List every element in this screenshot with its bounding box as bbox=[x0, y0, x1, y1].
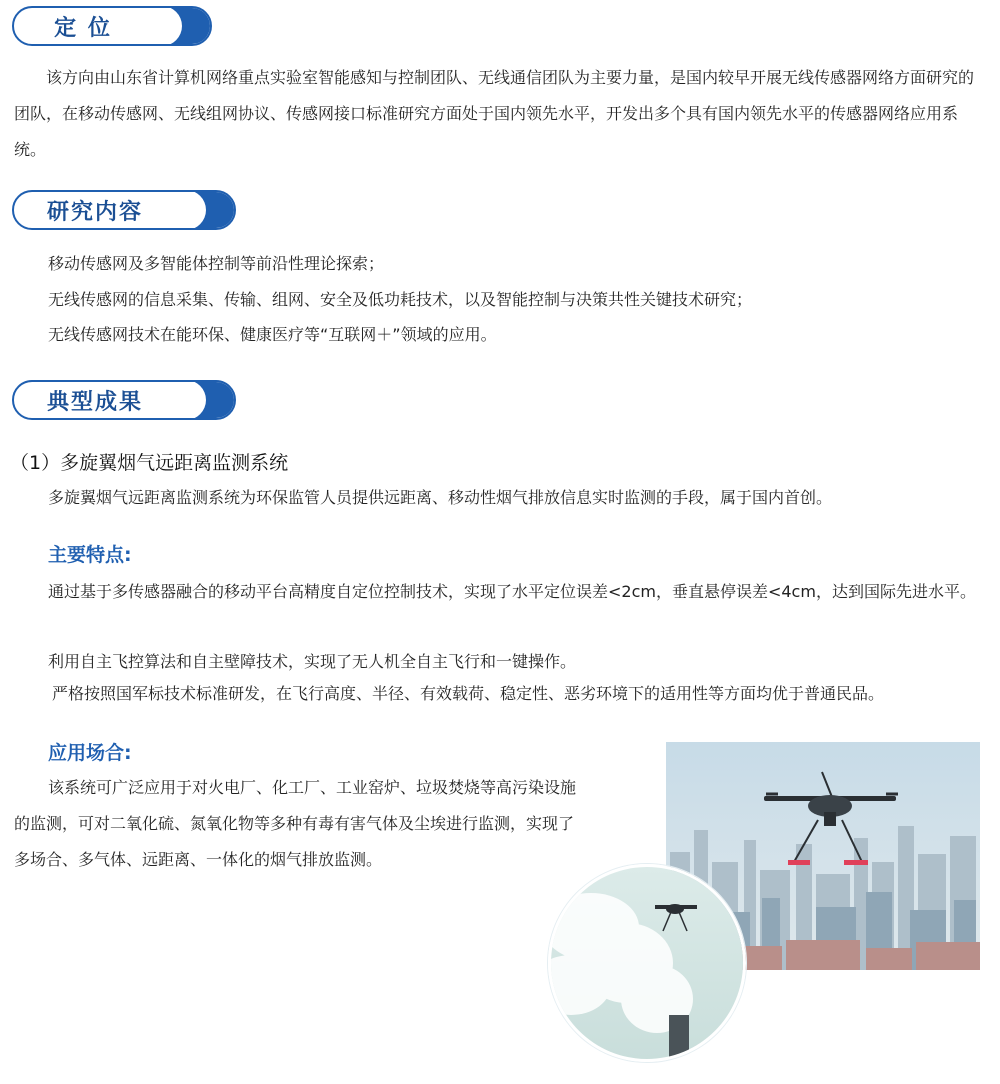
research-item: 无线传感网技术在能环保、健康医疗等“互联网＋”领域的应用。 bbox=[48, 325, 497, 344]
feature-item: 利用自主飞控算法和自主壁障技术，实现了无人机全自主飞行和一键操作。 bbox=[48, 652, 577, 671]
section-title: 典型成果 bbox=[46, 389, 143, 415]
section-header-research bbox=[12, 190, 236, 230]
research-item: 移动传感网及多智能体控制等前沿性理论探索； bbox=[48, 254, 385, 273]
section-title: 研究内容 bbox=[46, 199, 143, 225]
achievement-item-title: （1）多旋翼烟气远距离监测系统 bbox=[10, 452, 289, 474]
research-item: 无线传感网的信息采集、传输、组网、安全及低功耗技术，以及智能控制与决策共性关键技术研究； bbox=[48, 290, 753, 309]
section-header-positioning bbox=[12, 6, 212, 46]
positioning-text: 该方向由山东省计算机网络重点实验室智能感知与控制团队、无线通信团队为主要力量，是国内较早开展无线传感器网络方面研究的团队，在移动传感网、无线组网协议、传感网接口标准研究方面处于国内领先水平，开发出多个具有国内领先水平的传感器网络应用系统。 bbox=[14, 68, 975, 159]
features-title: 主要特点: bbox=[48, 544, 132, 566]
application-text: 该系统可广泛应用于对火电厂、化工厂、工业窑炉、垃圾焚烧等高污染设施的监测，可对二氧化硫、氮氧化物等多种有毒有害气体及尘埃进行监测，实现了多场合、多气体、远距离、一体化的烟气排放监测。 bbox=[14, 778, 577, 869]
feature-item: 严格按照国军标技术标准研发，在飞行高度、半径、有效载荷、稳定性、恶劣环境下的适用性等方面均优于普通民品。 bbox=[52, 684, 885, 703]
smokestack-image bbox=[551, 867, 743, 1059]
feature-item: 通过基于多传感器融合的移动平台高精度自定位控制技术，实现了水平定位误差<2cm，垂直悬停误差<4cm，达到国际先进水平。 bbox=[48, 582, 976, 601]
achievement-intro: 多旋翼烟气远距离监测系统为环保监管人员提供远距离、移动性烟气排放信息实时监测的手段，属于国内首创。 bbox=[48, 488, 833, 507]
section-header-achievements bbox=[12, 380, 236, 420]
application-title: 应用场合: bbox=[48, 742, 132, 764]
drone-smokestack-photo bbox=[548, 864, 746, 1062]
section-title: 定 位 bbox=[54, 15, 112, 41]
